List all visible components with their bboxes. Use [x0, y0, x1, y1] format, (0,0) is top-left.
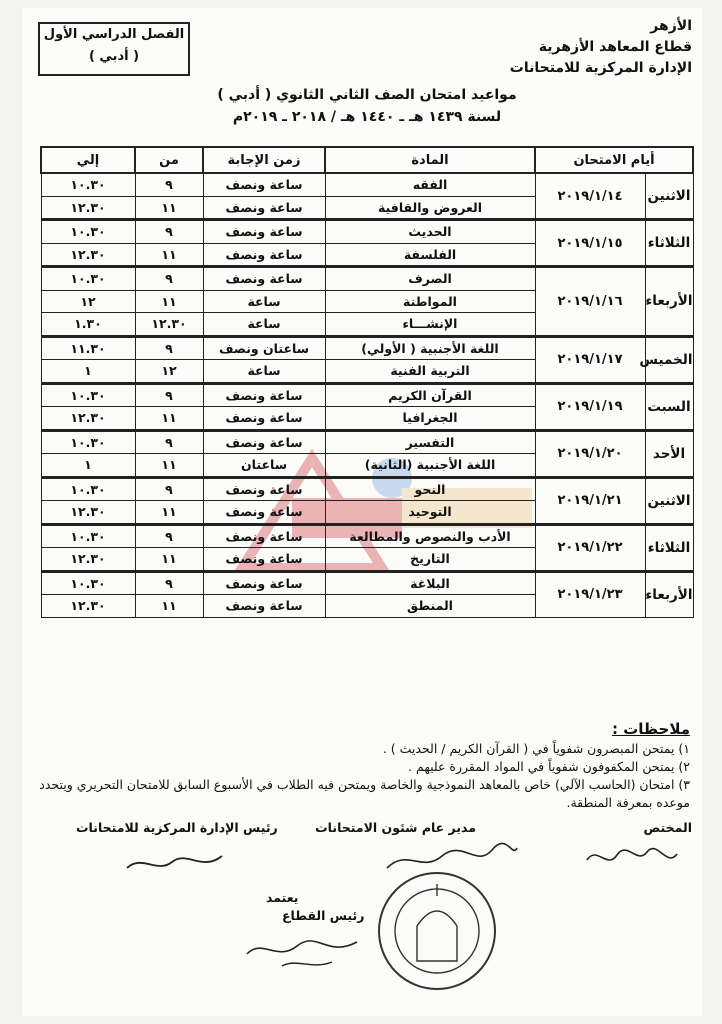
exam-date: ٢٠١٩/١/١٦	[535, 267, 645, 337]
to-time-cell: ١٠.٣٠	[41, 571, 135, 595]
table-row	[41, 383, 693, 407]
subject-cell: التاريخ	[325, 548, 535, 572]
official-seal-icon	[372, 866, 502, 996]
subject-cell: اللغة الأجنبية (الثانية)	[325, 454, 535, 478]
to-time-cell: ١٠.٣٠	[41, 524, 135, 548]
duration-cell: ساعة ونصف	[203, 267, 325, 291]
subject-cell: المواطنة	[325, 290, 535, 313]
schedule-body	[41, 173, 693, 617]
to-time-cell: ١٢.٣٠	[41, 595, 135, 618]
subject-cell: الفلسفة	[325, 243, 535, 267]
from-time-cell: ٩	[135, 220, 203, 244]
duration-cell: ساعة	[203, 313, 325, 337]
subject-cell: التفسير	[325, 430, 535, 454]
from-time-cell: ٩	[135, 267, 203, 291]
header-duration: زمن الإجابة	[203, 147, 325, 173]
from-time-cell: ٩	[135, 383, 203, 407]
note-item: ٢) يمتحن المكفوفون شفوياً في المواد المقررة عليهم .	[408, 759, 690, 774]
exam-day: الأحد	[645, 430, 693, 477]
handwritten-signature-icon	[242, 928, 362, 972]
table-row	[41, 571, 693, 595]
handwritten-signature-icon	[582, 840, 682, 876]
page-title	[202, 84, 532, 128]
handwritten-signature-icon	[122, 846, 232, 880]
duration-cell: ساعة ونصف	[203, 571, 325, 595]
note-item: ١) يمتحن المبصرون شفوياً في ( القرآن الكريم / الحديث ) .	[382, 741, 690, 756]
duration-cell: ساعة ونصف	[203, 430, 325, 454]
subject-cell: الجغرافيا	[325, 407, 535, 431]
subject-cell: اللغة الأجنبية ( الأولي)	[325, 336, 535, 360]
exam-schedule-page	[22, 8, 702, 1016]
duration-cell: ساعة ونصف	[203, 595, 325, 618]
exam-date: ٢٠١٩/١/٢٢	[535, 524, 645, 571]
from-time-cell: ٩	[135, 173, 203, 196]
exam-day: السبت	[645, 383, 693, 430]
term-label: الفصل الدراسي الأول	[43, 27, 185, 42]
signature-specialist: المختص	[643, 820, 692, 835]
duration-cell: ساعة ونصف	[203, 407, 325, 431]
subject-cell: الصرف	[325, 267, 535, 291]
from-time-cell: ١٢.٣٠	[135, 313, 203, 337]
subject-cell: التربية الفنية	[325, 360, 535, 384]
signature-head-sector: رئيس القطاع	[282, 908, 365, 923]
from-time-cell: ٩	[135, 477, 203, 501]
to-time-cell: ١١.٣٠	[41, 336, 135, 360]
duration-cell: ساعتان	[203, 454, 325, 478]
to-time-cell: ١٢.٣٠	[41, 196, 135, 220]
to-time-cell: ١٠.٣٠	[41, 430, 135, 454]
branch-label: ( أدبي )	[88, 49, 140, 64]
to-time-cell: ١٠.٣٠	[41, 477, 135, 501]
to-time-cell: ١٠.٣٠	[41, 220, 135, 244]
exam-date: ٢٠١٩/١/١٥	[535, 220, 645, 267]
to-time-cell: ١٢.٣٠	[41, 548, 135, 572]
from-time-cell: ١١	[135, 290, 203, 313]
subject-cell: النحو	[325, 477, 535, 501]
title-line-1: مواعيد امتحان الصف الثاني الثانوي ( أدبي )	[217, 87, 517, 103]
duration-cell: ساعة ونصف	[203, 220, 325, 244]
subject-cell: التوحيد	[325, 501, 535, 525]
duration-cell: ساعة ونصف	[203, 501, 325, 525]
term-box	[38, 22, 190, 76]
signature-approved: يعتمد	[266, 890, 299, 905]
from-time-cell: ٩	[135, 336, 203, 360]
from-time-cell: ٩	[135, 430, 203, 454]
from-time-cell: ١١	[135, 454, 203, 478]
duration-cell: ساعة ونصف	[203, 477, 325, 501]
exam-day: الاثنين	[645, 477, 693, 524]
exam-schedule-table	[40, 146, 694, 618]
exam-date: ٢٠١٩/١/٢١	[535, 477, 645, 524]
exam-date: ٢٠١٩/١/٢٣	[535, 571, 645, 617]
from-time-cell: ١٢	[135, 360, 203, 384]
exam-day: الأربعاء	[645, 267, 693, 337]
subject-cell: البلاغة	[325, 571, 535, 595]
to-time-cell: ١٠.٣٠	[41, 383, 135, 407]
exam-day: الاثنين	[645, 173, 693, 220]
header-to: إلي	[41, 147, 135, 173]
from-time-cell: ١١	[135, 501, 203, 525]
table-header-row	[41, 147, 693, 173]
exam-day: الثلاثاء	[645, 220, 693, 267]
subject-cell: العروض والقافية	[325, 196, 535, 220]
header-subject: المادة	[325, 147, 535, 173]
header-days: أيام الامتحان	[535, 147, 693, 173]
table-row	[41, 477, 693, 501]
duration-cell: ساعة ونصف	[203, 243, 325, 267]
to-time-cell: ١٢.٣٠	[41, 407, 135, 431]
exam-date: ٢٠١٩/١/١٧	[535, 336, 645, 383]
table-row	[41, 267, 693, 291]
from-time-cell: ١١	[135, 196, 203, 220]
to-time-cell: ١.٣٠	[41, 313, 135, 337]
from-time-cell: ١١	[135, 595, 203, 618]
organization-header	[462, 16, 692, 79]
notes-section	[30, 720, 690, 812]
subject-cell: الفقه	[325, 173, 535, 196]
org-line-azhar: الأزهر	[650, 18, 692, 34]
subject-cell: المنطق	[325, 595, 535, 618]
subject-cell: الأدب والنصوص والمطالعة	[325, 524, 535, 548]
duration-cell: ساعة ونصف	[203, 524, 325, 548]
table-row	[41, 430, 693, 454]
exam-date: ٢٠١٩/١/٢٠	[535, 430, 645, 477]
from-time-cell: ١١	[135, 407, 203, 431]
subject-cell: القرآن الكريم	[325, 383, 535, 407]
exam-day: الخميس	[645, 336, 693, 383]
exam-day: الأربعاء	[645, 571, 693, 617]
to-time-cell: ١٠.٣٠	[41, 267, 135, 291]
exam-date: ٢٠١٩/١/١٩	[535, 383, 645, 430]
header-from: من	[135, 147, 203, 173]
table-row	[41, 336, 693, 360]
from-time-cell: ٩	[135, 524, 203, 548]
duration-cell: ساعتان ونصف	[203, 336, 325, 360]
to-time-cell: ١٢.٣٠	[41, 243, 135, 267]
table-row	[41, 173, 693, 196]
duration-cell: ساعة ونصف	[203, 196, 325, 220]
from-time-cell: ١١	[135, 548, 203, 572]
notes-title: ملاحظات :	[611, 720, 690, 738]
to-time-cell: ١٢.٣٠	[41, 501, 135, 525]
to-time-cell: ١٠.٣٠	[41, 173, 135, 196]
to-time-cell: ١	[41, 454, 135, 478]
signature-head-central-admin: رئيس الإدارة المركزية للامتحانات	[76, 820, 278, 835]
note-item: ٣) امتحان (الحاسب الآلي) خاص بالمعاهد النموذجية والخاصة ويمتحن فيه الطلاب في الأسبوع السابق للامتحان التحريري ويتحدد موعده بمعرفة المنطقة.	[39, 777, 690, 810]
duration-cell: ساعة	[203, 290, 325, 313]
from-time-cell: ٩	[135, 571, 203, 595]
exam-day: الثلاثاء	[645, 524, 693, 571]
table-row	[41, 524, 693, 548]
subject-cell: الحديث	[325, 220, 535, 244]
duration-cell: ساعة ونصف	[203, 173, 325, 196]
to-time-cell: ١٢	[41, 290, 135, 313]
org-line-sector: قطاع المعاهد الأزهرية	[538, 39, 692, 55]
from-time-cell: ١١	[135, 243, 203, 267]
duration-cell: ساعة ونصف	[203, 383, 325, 407]
signature-general-manager: مدير عام شئون الامتحانات	[315, 820, 476, 835]
org-line-central-admin: الإدارة المركزية للامتحانات	[509, 60, 692, 76]
to-time-cell: ١	[41, 360, 135, 384]
subject-cell: الإنشـــاء	[325, 313, 535, 337]
title-line-2: لسنة ١٤٣٩ هـ ـ ١٤٤٠ هـ / ٢٠١٨ ـ ٢٠١٩م	[232, 109, 502, 125]
exam-date: ٢٠١٩/١/١٤	[535, 173, 645, 220]
duration-cell: ساعة	[203, 360, 325, 384]
duration-cell: ساعة ونصف	[203, 548, 325, 572]
table-row	[41, 220, 693, 244]
